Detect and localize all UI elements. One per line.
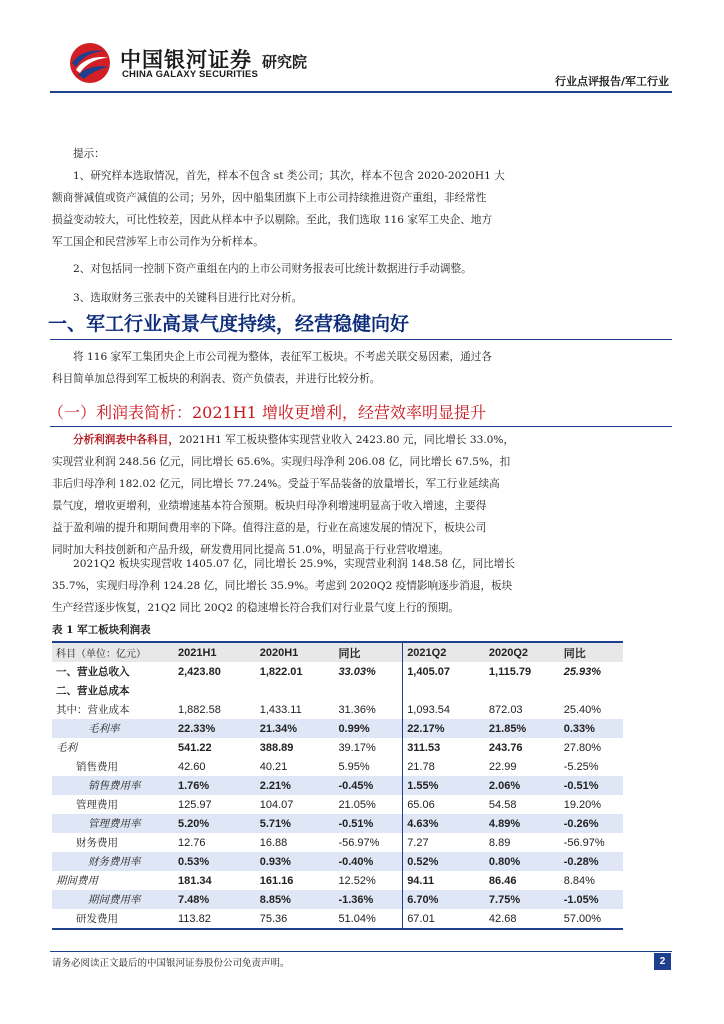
table-cell: -56.97% [563, 836, 605, 849]
table-cell: 311.53 [407, 741, 441, 754]
row-label: 一、营业总收入 [56, 666, 130, 678]
table-row [52, 700, 623, 719]
table-title: 表 1 军工板块利润表 [52, 624, 151, 636]
table-header-cell: 2021Q2 [403, 642, 485, 662]
table-row [52, 814, 623, 833]
table-header-cell: 2021H1 [174, 642, 256, 662]
paragraph-line: 非后归母净利 182.02 亿元，同比增长 77.24%。受益于军品装备的放量增长，军工行业延续高 [52, 478, 500, 490]
table-cell: 0.53% [174, 852, 256, 871]
table-header-row [52, 642, 623, 662]
table-cell: 75.36 [256, 909, 335, 929]
report-type-label: 行业点评报告/军工行业 [554, 75, 669, 88]
table-row [52, 681, 623, 700]
brand-name-cn: 中国银河证券 [120, 48, 252, 72]
table-cell: 0.52% [403, 852, 485, 871]
table-cell: 21.34% [256, 719, 335, 738]
table-cell: 12.76 [178, 836, 206, 849]
table-cell: 125.97 [178, 798, 212, 811]
table-cell: 42.60 [178, 760, 206, 773]
notes-item-1-line: 1、研究样本选取情况，首先，样本不包含 st 类公司；其次，样本不包含 2020-2020H1 大 [73, 170, 505, 182]
table-cell: 1,433.11 [259, 703, 302, 716]
row-label: 二、营业总成本 [56, 685, 130, 697]
table-row [52, 833, 623, 852]
table-cell: 12.52% [334, 871, 402, 890]
table-cell: 25.40% [563, 703, 602, 716]
table-cell: -0.45% [334, 776, 402, 795]
paragraph-lead: 分析利润表中各科目， [73, 434, 179, 446]
paragraph-line: 2021Q2 板块实现营收 1405.07 亿，同比增长 25.9%，实现营业利润 148.58 亿，同比增长 [73, 558, 515, 570]
table-cell: 4.63% [403, 814, 485, 833]
paragraph-line: 生产经营逐步恢复，21Q2 同比 20Q2 的稳速增长符合我们对行业景气度上行的预期。 [52, 602, 459, 614]
row-label: 期间费用 [56, 875, 98, 887]
notes-item-1-line: 军工国企和民营涉军上市公司作为分析样本。 [52, 236, 264, 248]
notes-item-3: 3、选取财务三张表中的关键科目进行比对分析。 [73, 292, 303, 304]
table-cell: 22.17% [403, 719, 485, 738]
notes-item-2: 2、对包括同一控制下资产重组在内的上市公司财务报表可比统计数据进行手动调整。 [73, 263, 472, 275]
table-row [52, 738, 623, 757]
table-cell: 5.95% [334, 757, 402, 776]
table-cell: 8.84% [563, 874, 595, 887]
row-label: 期间费用率 [52, 890, 174, 909]
table-cell: 21.78 [407, 760, 435, 773]
table-cell: 22.99 [488, 760, 517, 773]
table-cell: -0.28% [560, 852, 623, 871]
table-cell: 21.85% [485, 719, 560, 738]
table-cell: 1,882.58 [178, 703, 221, 716]
table-cell: 7.75% [485, 890, 560, 909]
table-cell: 31.36% [334, 700, 402, 719]
q2-analysis-paragraph [52, 553, 672, 619]
table-cell: 2,423.80 [178, 665, 221, 678]
table-cell: -0.40% [334, 852, 402, 871]
table-row [52, 662, 623, 681]
table-cell: 19.20% [563, 798, 602, 811]
table-cell: -1.05% [560, 890, 623, 909]
table-cell: 243.76 [488, 741, 523, 754]
income-statement-table [52, 641, 623, 930]
table-cell: 0.80% [485, 852, 560, 871]
table-cell: 113.82 [174, 909, 256, 929]
row-label: 财务费用率 [52, 852, 174, 871]
table-cell: 65.06 [407, 798, 435, 811]
table-cell: 6.70% [403, 890, 485, 909]
table-row [52, 871, 623, 890]
paragraph-line: 实现营业利润 248.56 亿元，同比增长 65.6%。实现归母净利 206.08 亿，同比增长 67.5%，扣 [52, 456, 511, 468]
table-cell: 2.21% [256, 776, 335, 795]
table-header-cell: 科目（单位：亿元） [52, 642, 174, 662]
table-cell: 54.58 [488, 798, 517, 811]
row-label: 毛利 [56, 742, 77, 754]
paragraph-line: 景气度，增收更增利，业绩增速基本符合预期。板块归母净利增速明显高于收入增速，主要得 [52, 500, 487, 512]
table-cell: 872.03 [488, 703, 523, 716]
table-cell: 4.89% [485, 814, 560, 833]
table-cell: 7.48% [174, 890, 256, 909]
page-number: 2 [654, 953, 671, 970]
table-cell: 8.89 [488, 836, 511, 849]
table-cell: 94.11 [407, 874, 435, 887]
table-row [52, 909, 623, 929]
paragraph-line: 同时加大科技创新和产品升级，研发费用同比提高 51.0%，明显高于行业营收增速。 [52, 544, 450, 556]
table-cell: 33.03% [334, 662, 402, 681]
table-row [52, 795, 623, 814]
brand-institute: 研究院 [262, 53, 308, 71]
table-cell: 40.21 [259, 760, 288, 773]
footer-divider [50, 951, 672, 952]
table-cell: 16.88 [259, 836, 288, 849]
section-intro-line: 将 116 家军工集团央企上市公司视为整体，表征军工板块。不考虑关联交易因素，通过各 [73, 351, 492, 363]
table-cell: 39.17% [334, 738, 402, 757]
table-row [52, 776, 623, 795]
notes-title: 提示： [73, 148, 105, 160]
subsection-divider [50, 426, 672, 427]
table-cell: 1,822.01 [259, 665, 303, 678]
table-cell: 1.76% [174, 776, 256, 795]
notes-item-1-line: 额商誉减值或资产减值的公司；另外，因中船集团旗下上市公司持续推进资产重组，非经常性 [52, 192, 487, 204]
table-cell: 541.22 [178, 741, 212, 754]
table-cell: -0.26% [560, 814, 623, 833]
table-cell: 7.27 [407, 836, 429, 849]
notes-item-1-line: 损益变动较大，可比性较差，因此从样本中予以剔除。至此，我们选取 116 家军工央企、地方 [52, 214, 493, 226]
table-header-cell: 同比 [560, 642, 623, 662]
paragraph-line: 35.7%，实现归母净利 124.28 亿，同比增长 35.9%。考虑到 2020Q2 疫情影响逐步消退，板块 [52, 580, 513, 592]
table-cell: 5.71% [256, 814, 335, 833]
section-divider [50, 339, 672, 340]
table-cell: 51.04% [334, 909, 402, 929]
table-cell: 5.20% [174, 814, 256, 833]
table-cell: 22.33% [174, 719, 256, 738]
table-cell: 161.16 [259, 874, 294, 887]
table-cell: 42.68 [485, 909, 560, 929]
table-header-cell: 2020Q2 [485, 642, 560, 662]
table-cell: 181.34 [178, 874, 212, 887]
table-cell: 388.89 [259, 741, 294, 754]
row-label: 财务费用 [76, 837, 118, 849]
section-intro [52, 346, 672, 390]
row-label: 毛利率 [52, 719, 174, 738]
notes-item-1 [52, 165, 672, 253]
paragraph-line: 益于盈利端的提升和期间费用率的下降。值得注意的是，行业在高速发展的情况下，板块公司 [52, 522, 487, 534]
section-title: 一、军工行业高景气度持续，经营稳健向好 [48, 313, 410, 335]
section-intro-line: 科目简单加总得到军工板块的利润表、资产负债表，并进行比较分析。 [52, 373, 381, 385]
table-cell: 27.80% [563, 741, 602, 754]
table-cell: -0.51% [334, 814, 402, 833]
row-label: 管理费用 [76, 799, 118, 811]
row-label: 研发费用 [52, 909, 174, 929]
table-cell: 0.93% [256, 852, 335, 871]
galaxy-logo-icon [68, 41, 112, 85]
table-cell: 86.46 [488, 874, 517, 887]
header-divider [50, 91, 672, 93]
row-label: 管理费用率 [52, 814, 174, 833]
table-row [52, 890, 623, 909]
row-label: 销售费用 [76, 761, 118, 773]
table-cell: -0.51% [560, 776, 623, 795]
table-cell: 67.01 [403, 909, 485, 929]
table-row [52, 719, 623, 738]
table-header-cell: 2020H1 [256, 642, 335, 662]
row-label: 销售费用率 [52, 776, 174, 795]
table-cell: 21.05% [334, 795, 402, 814]
table-cell: 2.06% [485, 776, 560, 795]
table-cell: -56.97% [334, 833, 402, 852]
subsection-title: （一）利润表简析：2021H1 增收更增利，经营效率明显提升 [48, 403, 486, 422]
table-header-cell: 同比 [334, 642, 402, 662]
table-cell: 1.55% [403, 776, 485, 795]
table-cell: 1,093.54 [407, 703, 451, 716]
table-cell: 1,405.07 [407, 665, 451, 678]
table-cell: 8.85% [256, 890, 335, 909]
table-row [52, 852, 623, 871]
table-cell: 57.00% [560, 909, 623, 929]
table-row [52, 757, 623, 776]
table-cell: -5.25% [563, 760, 599, 773]
table-cell: 25.93% [563, 665, 602, 678]
table-cell: -1.36% [334, 890, 402, 909]
profit-analysis-paragraph [52, 429, 672, 561]
row-label: 其中：营业成本 [56, 704, 130, 716]
table-cell: 104.07 [259, 798, 294, 811]
brand-name-en: CHINA GALAXY SECURITIES [122, 69, 259, 80]
paragraph-text: 2021H1 军工板块整体实现营业收入 2423.80 元，同比增长 33.0%， [178, 434, 515, 446]
table-cell: 0.33% [560, 719, 623, 738]
table-cell: 0.99% [334, 719, 402, 738]
footer-disclaimer: 请务必阅读正文最后的中国银河证券股份公司免责声明。 [52, 958, 290, 969]
table-cell: 1,115.79 [488, 665, 532, 678]
